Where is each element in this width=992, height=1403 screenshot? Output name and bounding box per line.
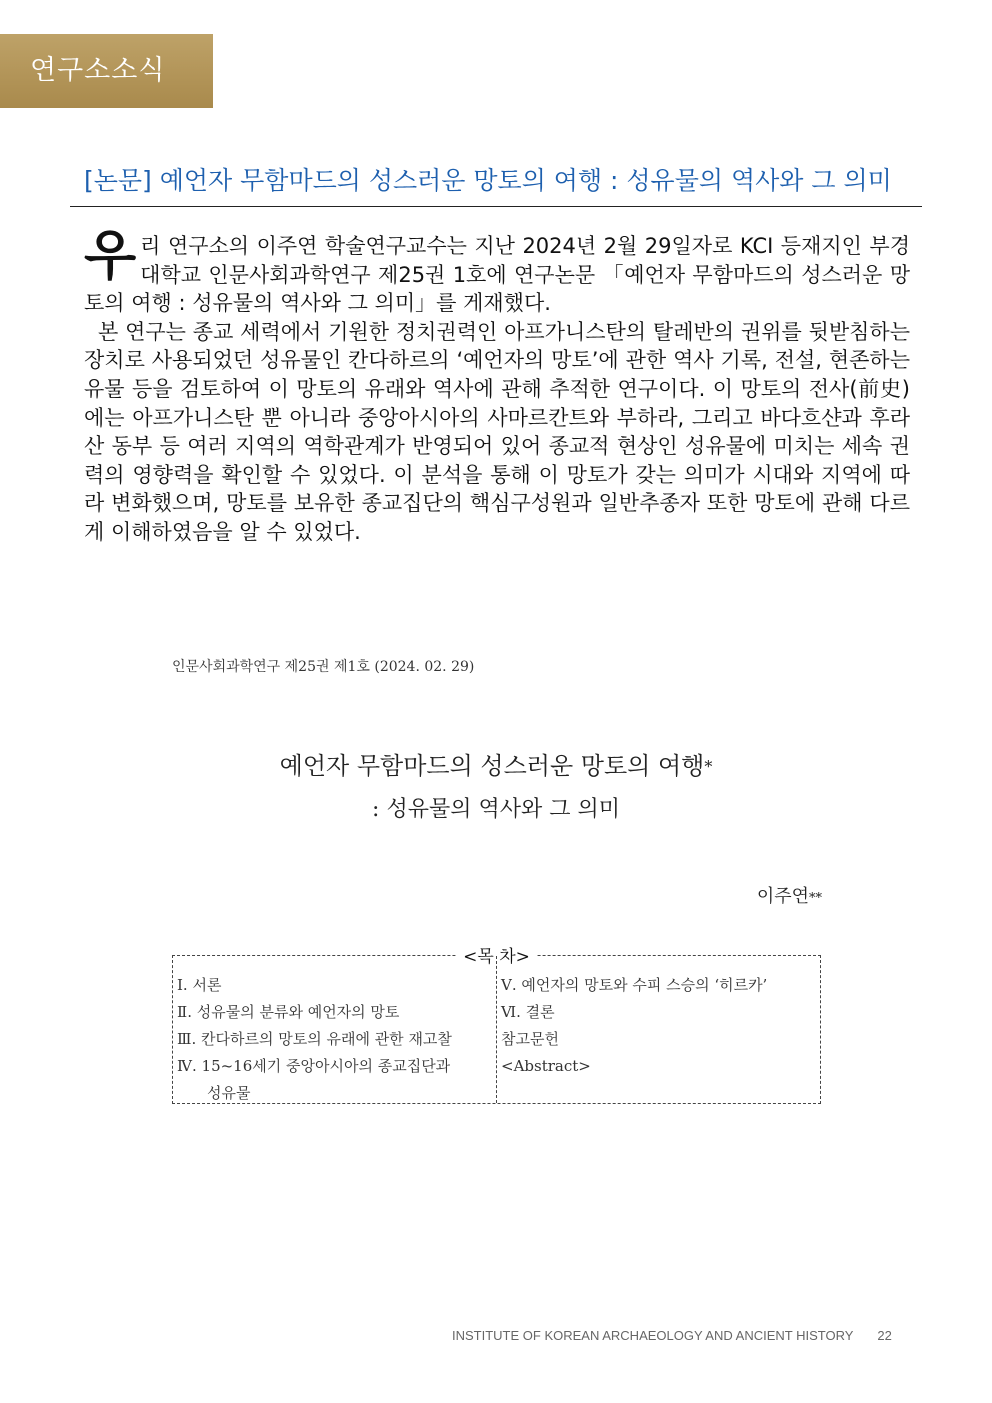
footer-institute: INSTITUTE OF KOREAN ARCHAEOLOGY AND ANCIENT HISTORY [452,1328,854,1343]
author-footnote-mark: ** [809,891,822,906]
section-badge: 연구소소식 [0,34,213,108]
table-of-contents [172,947,821,1104]
toc-item-continuation: 성유물 [207,1084,251,1102]
journal-info: 인문사회과학연구 제25권 제1호 (2024. 02. 29) [172,659,475,675]
toc-item: Ⅴ. 예언자의 망토와 수피 스승의 ‘히르카’ [501,976,768,994]
page-number: 22 [877,1328,892,1343]
toc-item: 참고문헌 [501,1030,559,1048]
toc-item: Ⅳ. 15~16세기 중앙아시아의 종교집단과 [177,1057,451,1075]
toc-item: <Abstract> [501,1057,591,1075]
page-footer [452,1328,892,1343]
toc-item: Ⅰ. 서론 [177,976,222,994]
scan-author [757,882,822,908]
article-title: [논문] 예언자 무함마드의 성스러운 망토의 여행 : 성유물의 역사와 그 의미 [84,166,892,195]
toc-item: Ⅵ. 결론 [501,1003,555,1021]
paragraph-2: 본 연구는 종교 세력에서 기원한 정치권력인 아프가니스탄의 탈레반의 권위를 뒷받침하는 장치로 사용되었던 성유물인 칸다하르의 ‘예언자의 망토’에 관한 역사 기록, 전설, 현존하는 유물 등을 검토하여 이 망토의 유래와 역사에 관해 추적한 연구이다. 이 망토의 전사(前史)에는 아프가니스탄 뿐 아니라 중앙아시아의 사마르칸트와 부하라, 그리고 바다흐샨과 후라산 동부 등 여러 지역의 역학관계가 반영되어 있어 종교적 현상인 성유물에 미치는 세속 권력의 영향력을 확인할 수 있었다. 이 분석을 통해 이 망토가 갖는 의미가 시대와 지역에 따라 변화했으며, 망토를 보유한 종교집단의 핵심구성원과 일반추종자 또한 망토에 관해 다르게 이해하였음을 알 수 있었다. [84,319,910,544]
title-footnote-mark: * [704,757,713,776]
drop-cap: 우 [84,224,137,287]
toc-left-column [177,972,493,1107]
article-body [84,224,910,547]
toc-heading: <목 차> [173,942,820,967]
scan-title-text: 예언자 무함마드의 성스러운 망토의 여행 [279,752,705,780]
paragraph-1-text: 리 연구소의 이주연 학술연구교수는 지난 2024년 2월 29일자로 KCI 등재지인 부경대학교 인문사회과학연구 제25권 1호에 연구논문 「예언자 무함마드의 성스러운 망토의 여행 : 성유물의 역사와 그 의미」를 게재했다. [84,234,910,316]
author-name: 이주연 [756,886,809,907]
scan-paper-title [0,746,992,781]
toc-right-column [501,972,819,1080]
toc-item: Ⅱ. 성유물의 분류와 예언자의 망토 [177,1003,400,1021]
toc-column-divider [496,956,497,1103]
title-divider [70,206,922,207]
paragraph-1 [84,224,910,318]
scan-paper-subtitle: : 성유물의 역사와 그 의미 [372,797,620,822]
toc-item: Ⅲ. 칸다하르의 망토의 유래에 관한 재고찰 [177,1030,452,1048]
